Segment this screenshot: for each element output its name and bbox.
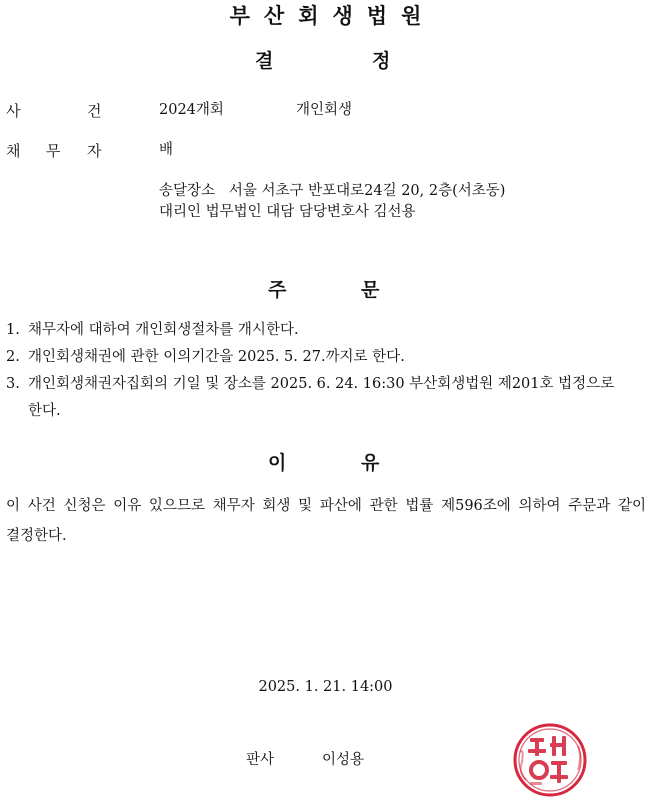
case-type: 개인회생 bbox=[296, 102, 353, 118]
case-label-char-1: 사 bbox=[6, 102, 21, 120]
order-item bbox=[6, 317, 646, 344]
order-heading-char-2: 문 bbox=[361, 279, 380, 301]
debtor-name: 배 bbox=[159, 142, 174, 158]
order-item-number: 2. bbox=[6, 349, 20, 365]
doc-title-char-1: 결 bbox=[255, 50, 274, 72]
service-address: 송달장소 서울 서초구 반포대로24길 20, 2층(서초동) bbox=[159, 183, 506, 199]
legal-agent: 대리인 법무법인 대담 담당변호사 김선용 bbox=[159, 204, 416, 220]
order-item-number: 1. bbox=[6, 322, 20, 338]
order-heading-char-1: 주 bbox=[268, 279, 287, 301]
order-item bbox=[6, 371, 646, 425]
order-item-text: 채무자에 대하여 개인회생절차를 개시한다. bbox=[28, 322, 299, 338]
judge-name: 이성용 bbox=[322, 752, 365, 768]
order-item bbox=[6, 344, 646, 371]
reason-text: 이 사건 신청은 이유 있으므로 채무자 회생 및 파산에 관한 법률 제596조에 의하여 주문과 같이 결정한다. bbox=[6, 498, 646, 544]
decision-datetime: 2025. 1. 21. 14:00 bbox=[258, 679, 393, 695]
debtor-label-char-3: 자 bbox=[87, 142, 102, 160]
order-item-number: 3. bbox=[6, 376, 20, 392]
reason-heading-char-2: 유 bbox=[361, 452, 380, 474]
debtor-label-char-1: 채 bbox=[6, 142, 21, 160]
order-list bbox=[6, 317, 646, 425]
order-item-text: 개인회생채권에 관한 이의기간을 2025. 5. 27.까지로 한다. bbox=[28, 349, 405, 365]
case-label-char-2: 건 bbox=[87, 102, 102, 120]
reason-heading-char-1: 이 bbox=[268, 452, 287, 474]
judge-title: 판사 bbox=[246, 752, 275, 768]
court-name: 부산회생법원 bbox=[229, 4, 436, 28]
case-number: 2024개회 bbox=[159, 102, 224, 118]
debtor-label-char-2: 무 bbox=[46, 142, 61, 160]
doc-title-char-2: 정 bbox=[372, 50, 391, 72]
order-item-text: 개인회생채권자집회의 기일 및 장소를 2025. 6. 24. 16:30 부산회생법원 제201호 법정으로 한다. bbox=[28, 376, 615, 419]
judge-seal-stamp bbox=[512, 722, 588, 798]
